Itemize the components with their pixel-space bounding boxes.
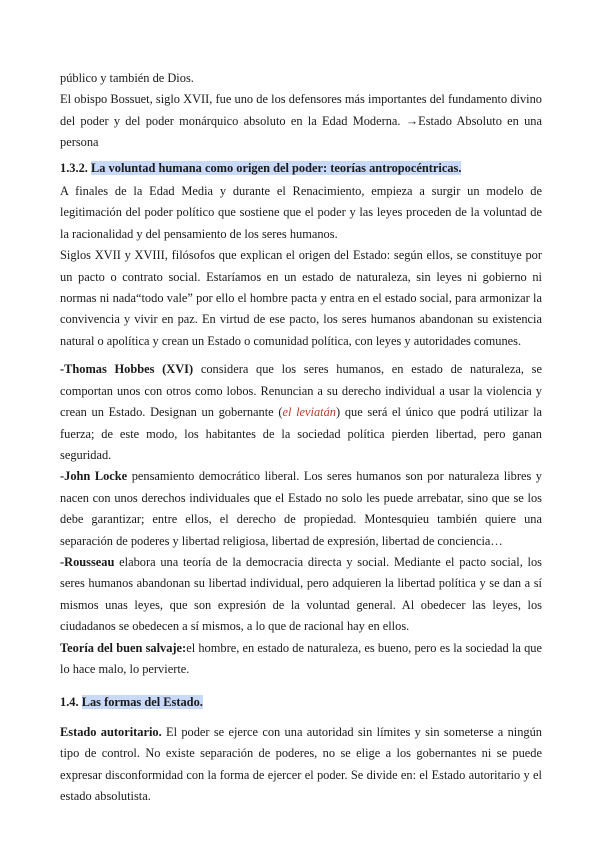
- paragraph-bossuet: El obispo Bossuet, siglo XVII, fue uno de los defensores más importantes del fundamento divino del poder y del poder monárquico absoluto en la Edad Moderna. →Estado Absoluto en una persona: [60, 92, 542, 150]
- section-number: 1.4.: [60, 695, 79, 710]
- section-title: La voluntad humana como origen del poder: teorías antropocéntricas.: [91, 160, 462, 175]
- rousseau-name: -Rousseau: [60, 554, 115, 569]
- section-title: Las formas del Estado.: [81, 695, 203, 710]
- document-page: [60, 68, 542, 807]
- hobbes-name: -Thomas Hobbes (XVI): [60, 362, 194, 377]
- paragraph-renacimiento: A finales de la Edad Media y durante el Renacimiento, empieza a surgir un modelo de legitimación del poder político que sostiene que el poder y las leyes proceden de la voluntad de la racionalidad y del pensamiento de los seres humanos.: [60, 184, 542, 241]
- paragraph-contrato-social: Siglos XVII y XVIII, filósofos que explican el origen del Estado: según ellos, se constituye por un pacto o contrato social. Estaríamos en un estado de naturaleza, sin leyes ni gobierno ni normas ni nada“todo vale” por ello el hombre pacta y entra en el estado social, para armonizar la convivencia y vivir en paz. En virtud de ese pacto, los seres humanos abandonan su existencia natural o apolítica y crean un Estado o comunidad política, con leyes y autoridades comunes.: [60, 248, 542, 348]
- rousseau-text: elabora una teoría de la democracia directa y social. Mediante el pacto social, los seres humanos abandonan su libertad individual, pero adquieren la libertad política y se dan a sí mismos unas leyes, que son expresión de la voluntad general. Al obedecer las leyes, los ciudadanos se obedecen a sí mismos, a lo que de racional hay en ellos.: [60, 554, 542, 634]
- locke-text: pensamiento democrático liberal. Los seres humanos son por naturaleza libres y nacen con unos derechos individuales que el Estado no solo les puede arrebatar, sino que se los debe garantizar; entre ellos, el derecho de propiedad. Montesquieu también quiere una separación de poderes y libertad religiosa, libertad de expresión, libertad de conciencia…: [60, 469, 542, 548]
- paragraph-estado-autoritario: [60, 722, 542, 808]
- buen-salvaje-text: el hombre, en estado de naturaleza, es bueno, pero es la sociedad la que lo hace malo, lo pervierte.: [60, 640, 542, 676]
- locke-name: -John Locke: [60, 469, 128, 484]
- autoritario-label: Estado autoritario.: [60, 724, 162, 739]
- paragraph-buen-salvaje: [60, 638, 542, 681]
- paragraph-rousseau: [60, 552, 542, 638]
- hobbes-text-1: considera que los seres humanos, en estado de naturaleza, se comportan unos con otros como lobos. Renuncian a su derecho individual a usar la violencia y crean un Estado. Designan un gobernante (: [60, 362, 542, 420]
- section-heading-1-3-2: [60, 158, 542, 179]
- paragraph-continuation: público y también de Dios.: [60, 71, 194, 85]
- hobbes-text-2: ) que será el único que podrá utilizar la fuerza; de este modo, los habitantes de la sociedad política pierden libertad, pero ganan seguridad.: [60, 405, 543, 462]
- leviathan-term: el leviatán: [282, 405, 337, 420]
- autoritario-text: El poder se ejerce con una autoridad sin límites y sin someterse a ningún tipo de control. No existe separación de poderes, no se elige a los gobernantes ni se puede expresar disconformidad con la forma de ejercer el poder. Se divide en: el Estado autoritario y el estado absolutista.: [60, 724, 543, 803]
- buen-salvaje-label: Teoría del buen salvaje:: [60, 640, 187, 655]
- paragraph-hobbes: [60, 359, 542, 466]
- paragraph-locke: [60, 466, 542, 552]
- section-number: 1.3.2.: [60, 160, 88, 175]
- section-heading-1-4: [60, 692, 542, 713]
